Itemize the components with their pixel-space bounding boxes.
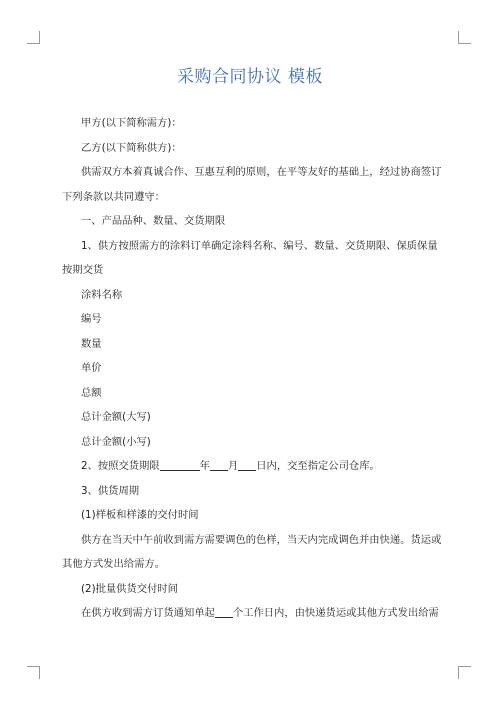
subsection-1-line-1: 供方在当天中午前收到需方需要调色的色样，当天内完成调色并由快递。货运或 [81, 533, 442, 546]
month-blank[interactable] [210, 458, 228, 471]
preamble-line-2: 下列条款以共同遵守： [62, 190, 165, 203]
crop-mark-top-right [458, 31, 471, 44]
section-3-heading: 3、供货周期 [81, 484, 140, 497]
year-blank[interactable] [160, 458, 200, 471]
document-body [62, 111, 442, 626]
clause-2-line [62, 454, 438, 479]
clause-2-suffix: 日内，交至指定公司仓库。 [256, 460, 380, 472]
day-blank[interactable] [238, 458, 256, 471]
subsection-1-heading: (1)样板和样漆的交付时间 [81, 509, 199, 521]
crop-mark-bottom-right [458, 666, 471, 679]
subsection-2-suffix: 个工作日内，由快递货运或其他方式发出给需 [232, 607, 439, 619]
workdays-blank[interactable] [215, 605, 233, 618]
field-total-uppercase: 总计金额(大写) [81, 411, 151, 423]
clause-1-line-1: 1、供方按照需方的涂料订单确定涂料名称、编号、数量、交货期限、保质保量 [81, 239, 438, 252]
subsection-2-prefix: 在供方收到需方订货通知单起 [81, 607, 215, 619]
party-b-line: 乙方(以下简称供方)： [81, 141, 182, 154]
preamble-line-1: 供需双方本着真诚合作、互惠互利的原则，在平等友好的基础上，经过协商签订 [81, 166, 442, 178]
subsection-2-line-1 [62, 601, 438, 626]
clause-1-line-2: 按期交货 [62, 264, 104, 276]
clause-2-prefix: 2、按照交货期限 [81, 460, 160, 472]
crop-mark-top-left [27, 31, 40, 44]
subsection-1-line-2: 其他方式发出给需方。 [62, 558, 165, 570]
field-paint-name: 涂料名称 [81, 288, 123, 301]
party-a-line: 甲方(以下简称需方)： [81, 117, 182, 129]
field-total-lowercase: 总计金额(小写) [81, 435, 151, 448]
clause-2-month-label: 月 [227, 460, 239, 472]
field-code: 编号 [81, 313, 102, 325]
subsection-2-heading: (2)批量供货交付时间 [81, 582, 178, 595]
crop-mark-bottom-left [27, 666, 40, 679]
clause-2-year-label: 年 [199, 460, 210, 472]
field-unit-price: 单价 [81, 362, 102, 374]
document-title: 采购合同协议 模板 [177, 67, 323, 87]
field-quantity: 数量 [81, 337, 102, 350]
field-total: 总额 [81, 386, 102, 399]
section-1-heading: 一、产品品种、数量、交货期限 [81, 215, 226, 227]
